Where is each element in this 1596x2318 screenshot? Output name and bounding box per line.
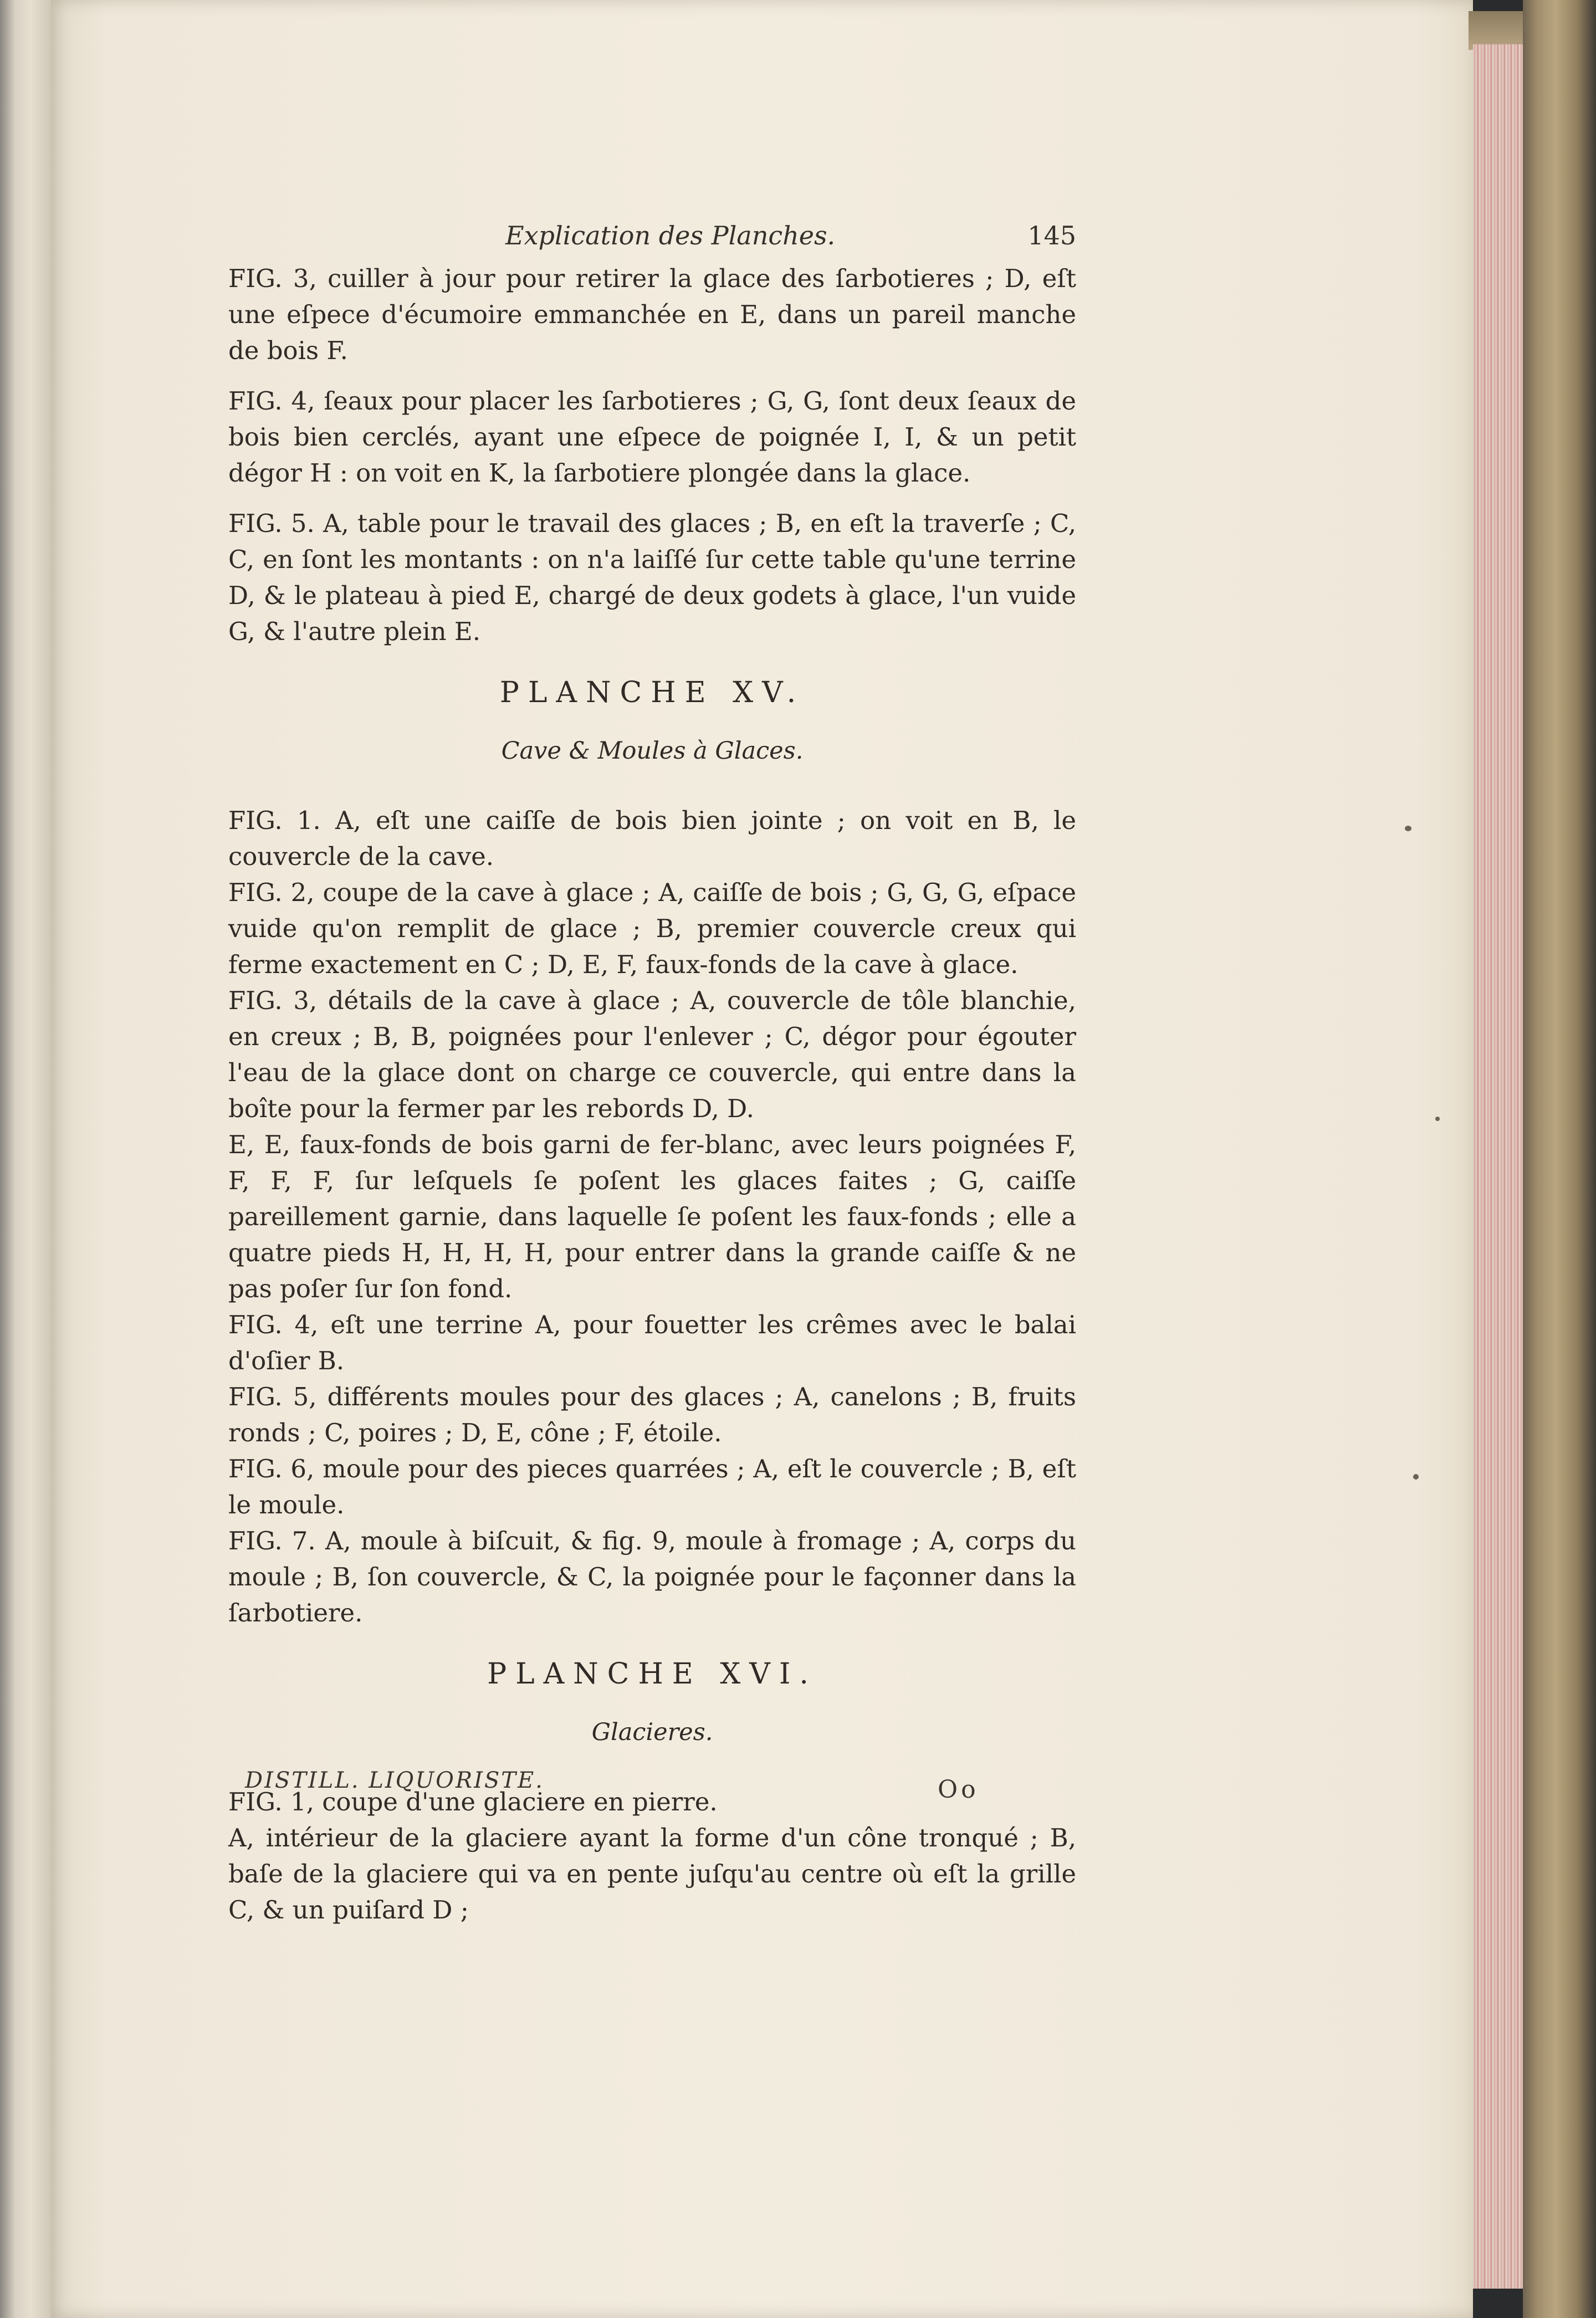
paragraph: A, intérieur de la glaciere ayant la forme d'un cône tronqué ; B, baſe de la glaciere qui va en pente juſqu'au centre où eſt la grille C, & un puiſard D ; <box>228 1823 1076 1925</box>
book-cover-edge <box>1523 0 1596 2318</box>
paragraph: FIG. 5, différents moules pour des glaces ; A, canelons ; B, fruits ronds ; C, poires ; D, E, cône ; F, étoile. <box>228 1382 1076 1447</box>
paragraph: FIG. 7. A, moule à biſcuit, & fig. 9, moule à fromage ; A, corps du moule ; B, ſon couvercle, & C, la poignée pour le façonner dans la ſarbotiere. <box>228 1526 1076 1628</box>
paper-speck <box>1413 1474 1419 1480</box>
running-head <box>228 221 1076 259</box>
page-number: 145 <box>1027 221 1076 250</box>
book-gutter <box>0 0 51 2318</box>
signature-mark: Oo <box>938 1775 979 1804</box>
paragraph: FIG. 1. A, eſt une caiſſe de bois bien jointe ; on voit en B, le couvercle de la cave. <box>228 806 1076 871</box>
paragraph: FIG. 6, moule pour des pieces quarrées ; A, eſt le couvercle ; B, eſt le moule. <box>228 1454 1076 1519</box>
paragraph: E, E, faux-fonds de bois garni de fer-blanc, avec leurs poignées F, F, F, F, ſur leſquels ſe poſent les glaces faites ; G, caiſſe pareillement garnie, dans laquelle ſe poſent les faux-fonds ; elle a quatre pieds H, H, H, H, pour entrer dans la grande caiſſe & ne pas poſer ſur ſon fond. <box>228 1130 1076 1303</box>
page-fore-edge <box>1473 44 1523 2289</box>
footer-title: DISTILL. LIQUORISTE. <box>245 1768 544 1793</box>
paragraph: FIG. 3, cuiller à jour pour retirer la glace des ſarbotieres ; D, eſt une eſpece d'écumoire emmanchée en E, dans un pareil manche de bois F. <box>228 264 1076 365</box>
paper-speck <box>1405 826 1411 831</box>
plate-heading: PLANCHE XV. <box>499 676 805 709</box>
paragraph: FIG. 1, coupe d'une glaciere en pierre. <box>228 1787 718 1816</box>
paragraph: FIG. 5. A, table pour le travail des glaces ; B, en eſt la traverſe ; C, C, en ſont les montants : on n'a laiſſé ſur cette table qu'une terrine D, & le plateau à pied E, chargé de deux godets à glace, l'un vuide G, & l'autre plein E. <box>228 509 1076 646</box>
paragraph: FIG. 4, ſeaux pour placer les ſarbotieres ; G, G, ſont deux ſeaux de bois bien cerclés, ayant une eſpece de poignée I, I, & un petit dégor H : on voit en K, la ſarbotiere plongée dans la glace. <box>228 386 1076 488</box>
text-body <box>228 260 1076 1928</box>
paper-speck <box>1435 1117 1440 1121</box>
plate-subtitle: Cave & Moules à Glaces. <box>501 737 804 765</box>
plate-subtitle: Glacieres. <box>591 1718 713 1746</box>
running-title: Explication des Planches. <box>505 221 836 250</box>
paragraph: FIG. 2, coupe de la cave à glace ; A, caiſſe de bois ; G, G, G, eſpace vuide qu'on remplit de glace ; B, premier couvercle creux qui ferme exactement en C ; D, E, F, faux-fonds de la cave à glace. <box>228 878 1076 979</box>
page-footer <box>228 1768 1076 1807</box>
plate-heading: PLANCHE XVI. <box>487 1657 817 1691</box>
paragraph: FIG. 3, détails de la cave à glace ; A, couvercle de tôle blanchie, en creux ; B, B, poignées pour l'enlever ; C, dégor pour égouter l'eau de la glace dont on charge ce couvercle, qui entre dans la boîte pour la fermer par les rebords D, D. <box>228 986 1076 1123</box>
paragraph: FIG. 4, eſt une terrine A, pour fouetter les crêmes avec le balai d'oſier B. <box>228 1310 1076 1375</box>
